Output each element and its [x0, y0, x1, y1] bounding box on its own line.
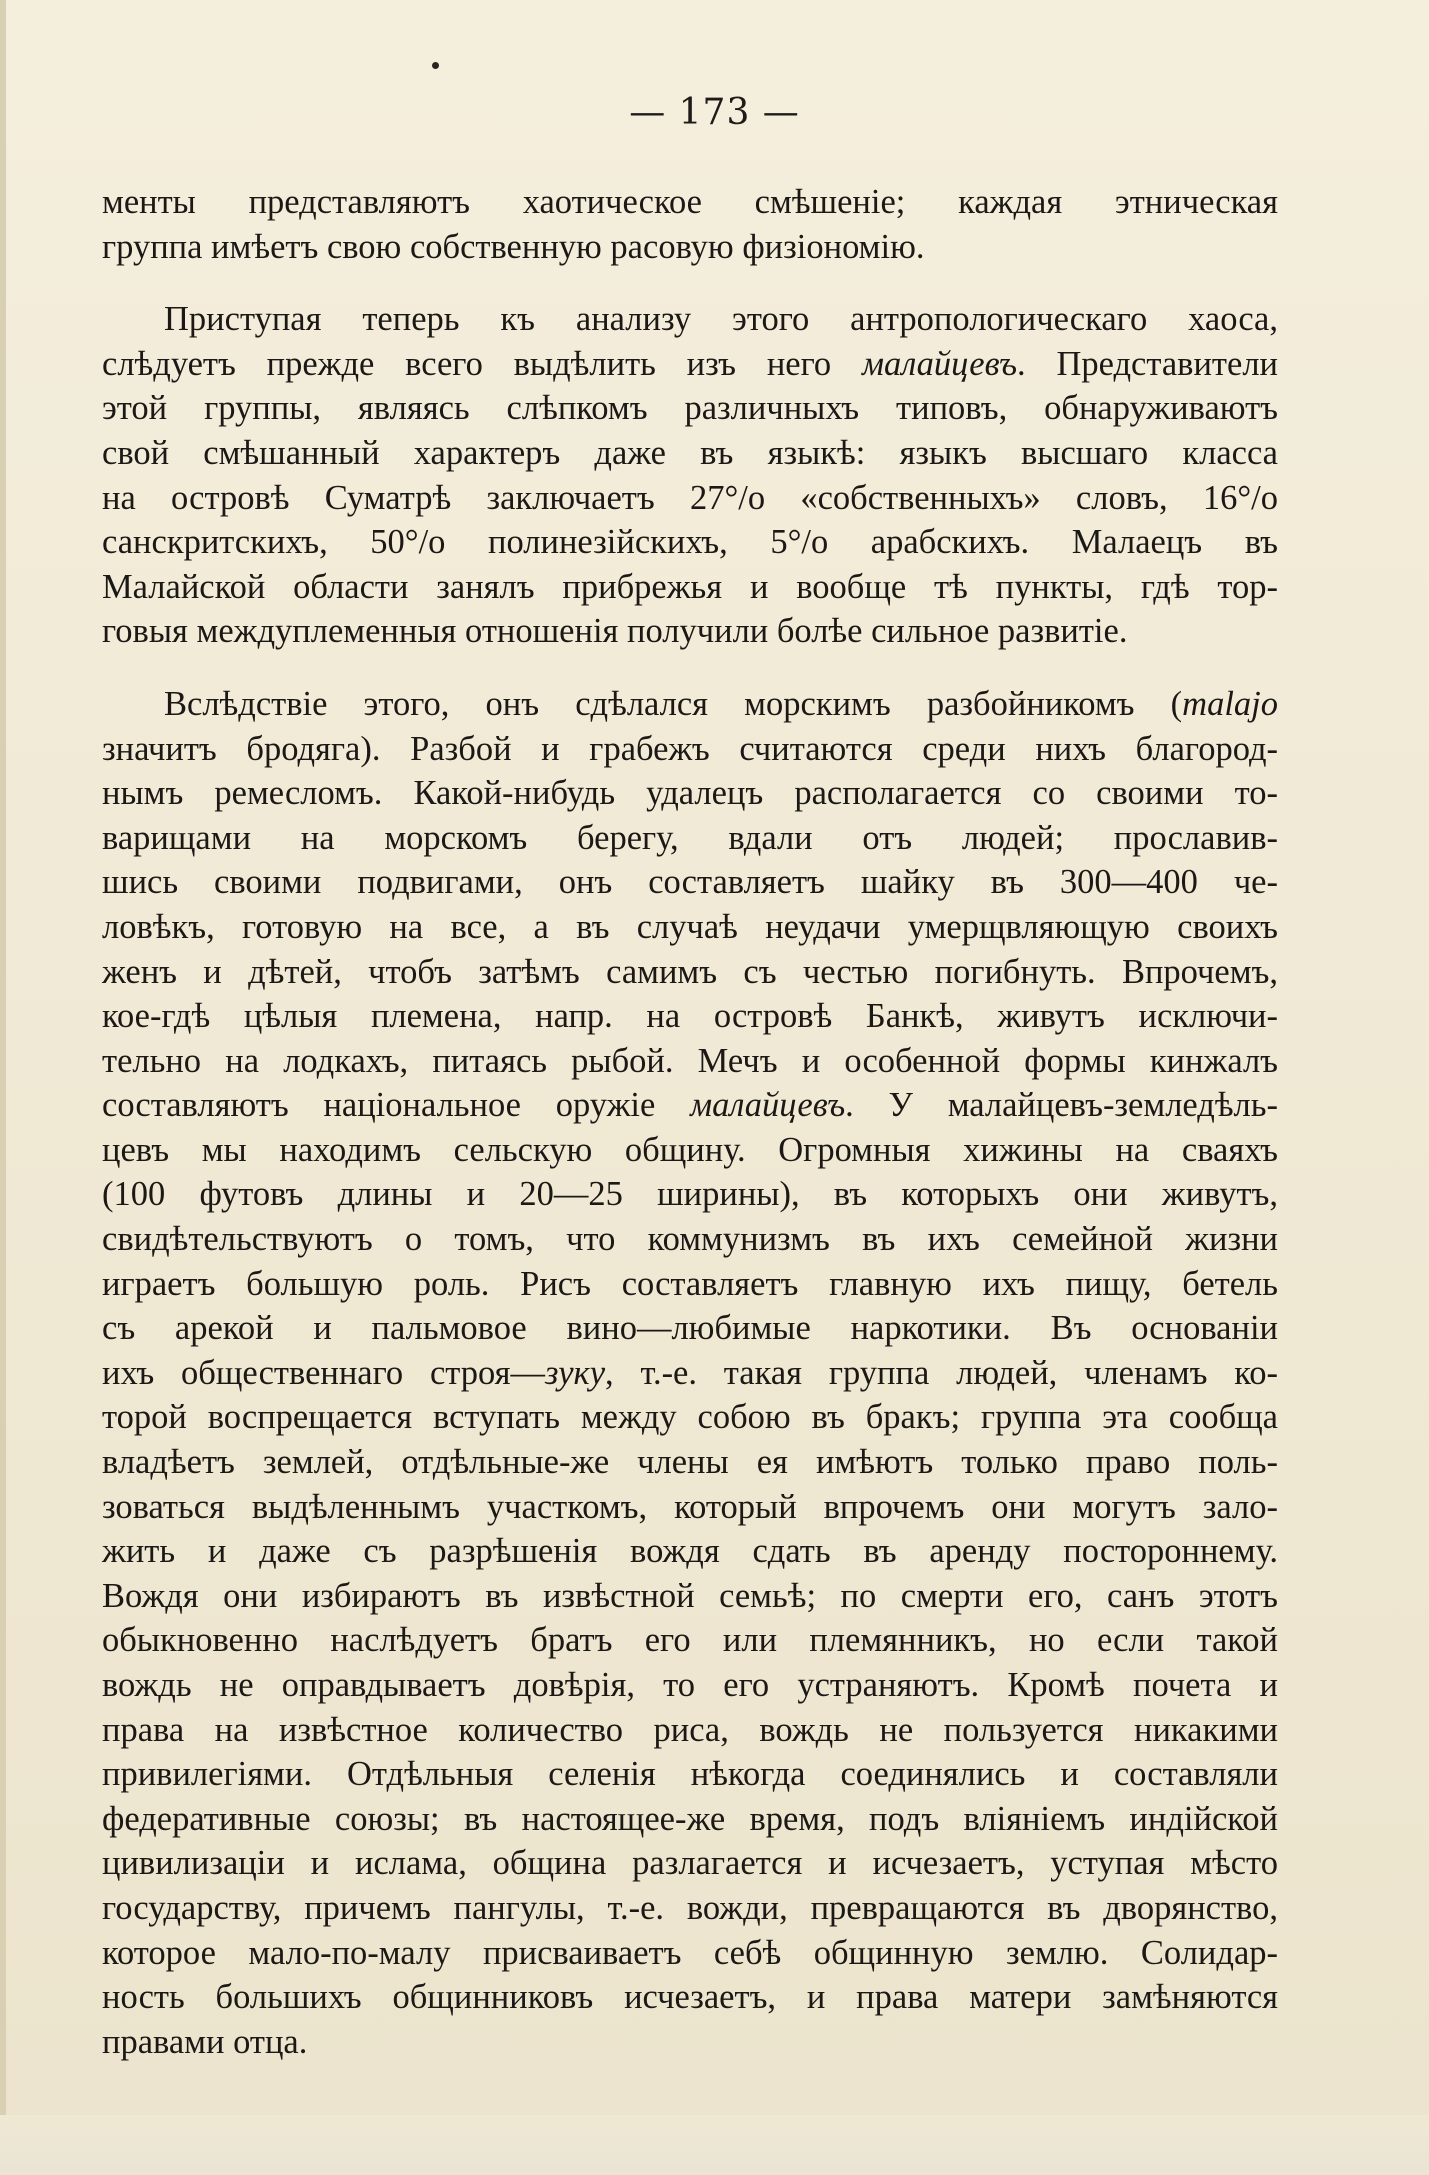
- page-edge-shadow: [0, 0, 6, 2175]
- text-line: ность большихъ общинниковъ исчезаетъ, и права матери замѣняются: [102, 1978, 1278, 2017]
- text-line: свидѣтельствуютъ о томъ, что коммунизмъ въ ихъ семейной жизни: [102, 1220, 1278, 1259]
- text-line: свой смѣшанный характеръ даже въ языкѣ: языкъ высшаго класса: [102, 433, 1278, 472]
- text-line: группа имѣетъ свою собственную расовую физіономію.: [102, 227, 925, 266]
- text-line: владѣетъ землей, отдѣльные-же члены ея имѣютъ только право поль-: [102, 1443, 1278, 1482]
- text-line: Приступая теперь къ анализу этого антропологическаго хаоса,: [164, 300, 1278, 339]
- text-line: зоваться выдѣленнымъ участкомъ, который впрочемъ они могутъ зало-: [102, 1487, 1278, 1526]
- text-line: шись своими подвигами, онъ составляетъ шайку въ 300—400 че-: [102, 863, 1278, 902]
- italic-term: malajo: [1182, 684, 1278, 723]
- text-line: (100 футовъ длины и 20—25 ширины), въ которыхъ они живутъ,: [102, 1175, 1278, 1214]
- text-line: значитъ бродяга). Разбой и грабежъ считаются среди нихъ благород-: [102, 729, 1278, 768]
- text-line: менты представляютъ хаотическое смѣшеніе; каждая этническая: [102, 183, 1278, 221]
- text-line: женъ и дѣтей, чтобъ затѣмъ самимъ съ честью погибнуть. Впрочемъ,: [102, 952, 1278, 991]
- text-line: привилегіями. Отдѣльныя селенія нѣкогда соединялись и составляли: [102, 1755, 1278, 1794]
- text-line: жить и даже съ разрѣшенія вождя сдать въ аренду постороннему.: [102, 1532, 1278, 1571]
- text-line: кое-гдѣ цѣлыя племена, напр. на островѣ Банкѣ, живутъ исключи-: [102, 997, 1278, 1036]
- text-line: цевъ мы находимъ сельскую общину. Огромныя хижины на сваяхъ: [102, 1130, 1278, 1169]
- text-line: правами отца.: [102, 2022, 308, 2061]
- italic-term: малайцевъ: [690, 1086, 846, 1125]
- text-line: на островѣ Суматрѣ заключаетъ 27°/о «собственныхъ» словъ, 16°/о: [102, 478, 1278, 517]
- body-text: [102, 180, 1278, 2064]
- text-line: государству, причемъ пангулы, т.-е. вожди, превращаются въ дворянство,: [102, 1888, 1278, 1927]
- text-line: федеративные союзы; въ настоящее-же время, подъ вліяніемъ индійской: [102, 1799, 1278, 1838]
- text-line: торой воспрещается вступать между собою въ бракъ; группа эта сообща: [102, 1398, 1278, 1437]
- italic-term: малайцевъ: [861, 344, 1018, 383]
- text-line: слѣдуетъ прежде всего выдѣлить изъ него малайцевъ. Представители: [102, 344, 1278, 383]
- text-line: права на извѣстное количество риса, вождь не пользуется никакими: [102, 1710, 1278, 1749]
- text-line: говыя междуплеменныя отношенія получили болѣе сильное развитіе.: [102, 612, 1128, 651]
- italic-term: зуку: [545, 1353, 606, 1392]
- text-line: ловѣкъ, готовую на все, а въ случаѣ неудачи умерщвляющую своихъ: [102, 907, 1278, 946]
- text-line: цивилизаціи и ислама, община разлагается и исчезаетъ, уступая мѣсто: [102, 1844, 1278, 1883]
- text-line: Вслѣдствіе этого, онъ сдѣлался морскимъ разбойникомъ (malajo: [164, 684, 1278, 723]
- text-line: нымъ ремесломъ. Какой-нибудь удалецъ располагается со своими то-: [102, 774, 1278, 813]
- page-bottom-margin: [0, 2115, 1429, 2175]
- text-line: ихъ общественнаго строя—зуку, т.-е. такая группа людей, членамъ ко-: [102, 1353, 1279, 1392]
- text-line: варищами на морскомъ берегу, вдали отъ людей; прославив-: [102, 818, 1278, 857]
- ink-speck: [432, 62, 439, 69]
- text-line: съ арекой и пальмовое вино—любимые наркотики. Въ основаніи: [102, 1309, 1278, 1348]
- text-line: которое мало-по-малу присваиваетъ себѣ общинную землю. Солидар-: [102, 1933, 1278, 1972]
- text-line: этой группы, являясь слѣпкомъ различныхъ типовъ, обнаруживаютъ: [102, 389, 1278, 428]
- text-line: Вождя они избираютъ въ извѣстной семьѣ; по смерти его, санъ этотъ: [102, 1576, 1278, 1615]
- text-line: вождь не оправдываетъ довѣрія, то его устраняютъ. Кромѣ почета и: [102, 1666, 1278, 1704]
- text-line: составляютъ національное оружіе малайцевъ. У малайцевъ-земледѣль-: [102, 1086, 1278, 1125]
- text-line: играетъ большую роль. Рисъ составляетъ главную ихъ пищу, бетель: [102, 1264, 1278, 1303]
- text-line: обыкновенно наслѣдуетъ братъ его или племянникъ, но если такой: [102, 1621, 1278, 1660]
- page-number: — 173 —: [629, 92, 800, 133]
- text-line: тельно на лодкахъ, питаясь рыбой. Мечъ и особенной формы кинжалъ: [102, 1041, 1278, 1080]
- text-line: санскритскихъ, 50°/о полинезійскихъ, 5°/о арабскихъ. Малаецъ въ: [102, 523, 1278, 562]
- text-line: Малайской области занялъ прибрежья и вообще тѣ пункты, гдѣ тор-: [102, 567, 1278, 606]
